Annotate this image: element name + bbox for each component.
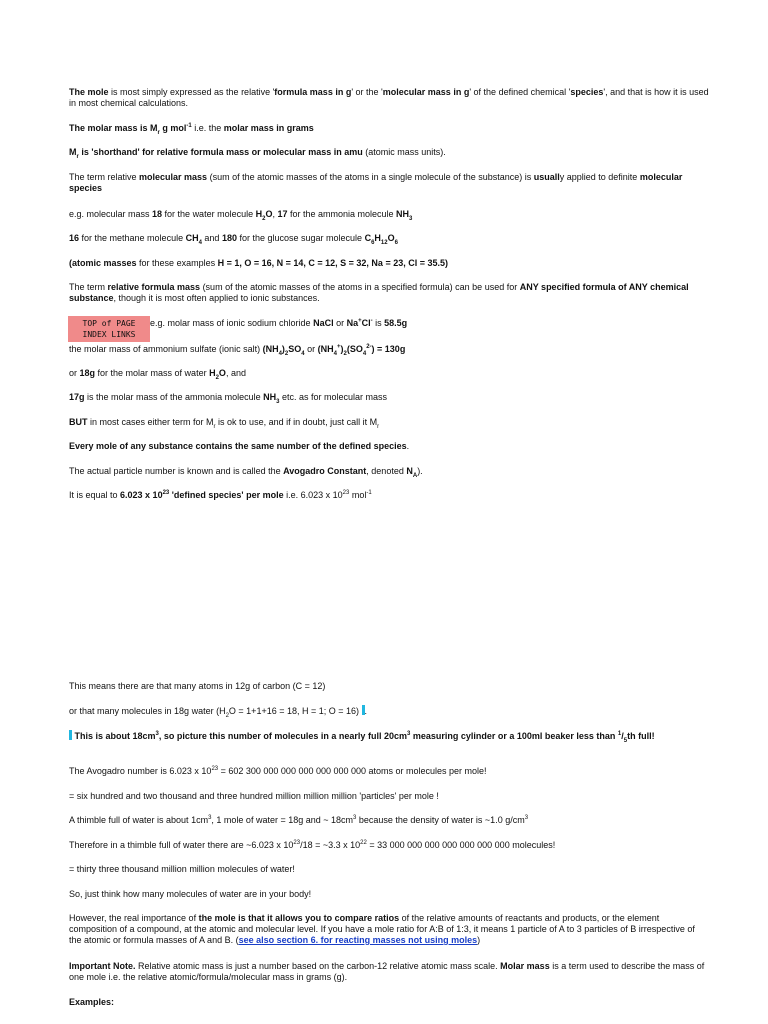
paragraph-methane-glucose: 16 for the methane molecule $CH_4$ and 180 for the glucose sugar molecule $C_6H_{12}O_6$ bbox=[69, 233, 398, 246]
paragraph-carbon-atoms: This means there are that many atoms in 12g of carbon (C = 12) bbox=[69, 681, 326, 691]
paragraph-thirty-three: = thirty three thousand million million molecules of water! bbox=[69, 864, 295, 874]
index-links-link[interactable]: INDEX LINKS bbox=[82, 330, 136, 339]
paragraph-sodium-chloride: e.g. molar mass of ionic sodium chloride NaCl or Na+Cl- is 58.5g bbox=[150, 318, 408, 328]
paragraph-molar-mass: The molar mass is $M_r$ g mol$^{-1}$ i.e. the molar mass in grams bbox=[69, 123, 314, 136]
paragraph-thimble-count: Therefore in a thimble full of water there are ~6.023 x $10^{23}/18$ = ~3.3 x $10^{22} = 33$ 000 000 000 000 000 000 000 molecules! bbox=[69, 840, 556, 850]
paragraph-your-body: So, just think how many molecules of water are in your body! bbox=[69, 889, 312, 899]
paragraph-every-mole: Every mole of any substance contains the same number of the defined species. bbox=[69, 441, 410, 451]
paragraph-measuring-cylinder: This is about $18cm^3$, so picture this number of molecules in a nearly full $20cm^3$ measuring cylinder or a 100ml beaker less than $^1/_5th$ full! bbox=[69, 730, 709, 742]
paragraph-relative-formula-mass: The term relative formula mass (sum of the atomic masses of the atoms in a specified formula) can be used for ANY specified formula of ANY chemical substance, though it is most often applied to ionic substances. bbox=[69, 282, 689, 303]
heading-examples: Examples: bbox=[69, 997, 115, 1007]
paragraph-six-hundred: = six hundred and two thousand and three hundred million million million 'particles' per mole ! bbox=[69, 791, 439, 801]
paragraph-ammonia-molar-mass: 17g is the molar mass of the ammonia molecule $NH_3$ etc. as for molecular mass bbox=[69, 392, 387, 405]
paragraph-atomic-masses: (atomic masses for these examples H = 1, O = 16, N = 14, C = 12, S = 32, Na = 23, Cl = 35.5) bbox=[69, 258, 448, 268]
bookmark-icon bbox=[69, 730, 72, 740]
paragraph-important-note: Important Note. Relative atomic mass is just a number based on the carbon-12 relative atomic mass scale. Molar mass is a term used to describe the mass of one mole i.e. the relative atomic/formula/molecular mass in grams (g). bbox=[69, 961, 705, 982]
paragraph-thimble: A thimble full of water is about $1cm^3$, 1 mole of water = 18g and ~ $18cm^3$ because the density of water is ~1.0 $g/cm^3$ bbox=[69, 815, 529, 825]
paragraph-avogadro-constant: The actual particle number is known and is called the Avogadro Constant, denoted $N_A$). bbox=[69, 466, 423, 479]
section-6-link[interactable]: see also section 6. for reacting masses not using moles bbox=[238, 935, 478, 945]
paragraph-avogadro-number: The Avogadro number is 6.023 x $10^{23} = 602$ 300 000 000 000 000 000 000 atoms or molecules per mole! bbox=[69, 766, 487, 776]
paragraph-water-molecules: or that many molecules in 18g water ($H_2O = 1+1+16 = 18$, H = 1; O = 16) . bbox=[69, 706, 368, 719]
paragraph-water-ammonia: e.g. molecular mass 18 for the water molecule $H_2O$, 17 for the ammonia molecule $NH_3$ bbox=[69, 209, 413, 222]
nav-box bbox=[68, 316, 150, 342]
paragraph-mr-shorthand: $M_r$ is 'shorthand' for relative formula mass or molecular mass in amu (atomic mass units). bbox=[69, 147, 446, 160]
paragraph-avogadro-value: It is equal to 6.023 x $10^{23}$ 'defined species' per mole i.e. 6.023 x $10^{23}$ mol$^{-1}$ bbox=[69, 490, 372, 500]
top-of-page-link[interactable]: TOP of PAGE bbox=[82, 319, 136, 328]
paragraph-ammonium-sulfate: the molar mass of ammonium sulfate (ionic salt) $(NH_4)_2SO_4$ or $(NH_4^+)_2(SO_4^{2-}) = 130g$ bbox=[69, 344, 406, 357]
paragraph-mole-definition: The mole is most simply expressed as the relative 'formula mass in g' or the 'molecular mass in g' of the defined chemical 'species', and that is how it is used in most chemical calculations. bbox=[69, 87, 709, 108]
paragraph-compare-ratios: However, the real importance of the mole is that it allows you to compare ratios of the relative amounts of reactants and products, or the element composition of a compound, at the atomic and molecular level. If you have a mole ratio for A:B of 1:3, it means 1 particle of A to 3 particles of B irrespective of the atomic or formula masses of A and B. (see also section 6. for reacting masses not using moles) bbox=[69, 913, 695, 945]
paragraph-either-term: BUT in most cases either term for $M_r$ is ok to use, and if in doubt, just call it $M_r$ bbox=[69, 417, 380, 430]
paragraph-relative-molecular-mass: The term relative molecular mass (sum of the atomic masses of the atoms in a single molecule of the substance) is usually applied to definite molecular species bbox=[69, 172, 683, 193]
paragraph-water-molar-mass: or 18g for the molar mass of water $H_2O$, and bbox=[69, 368, 246, 381]
